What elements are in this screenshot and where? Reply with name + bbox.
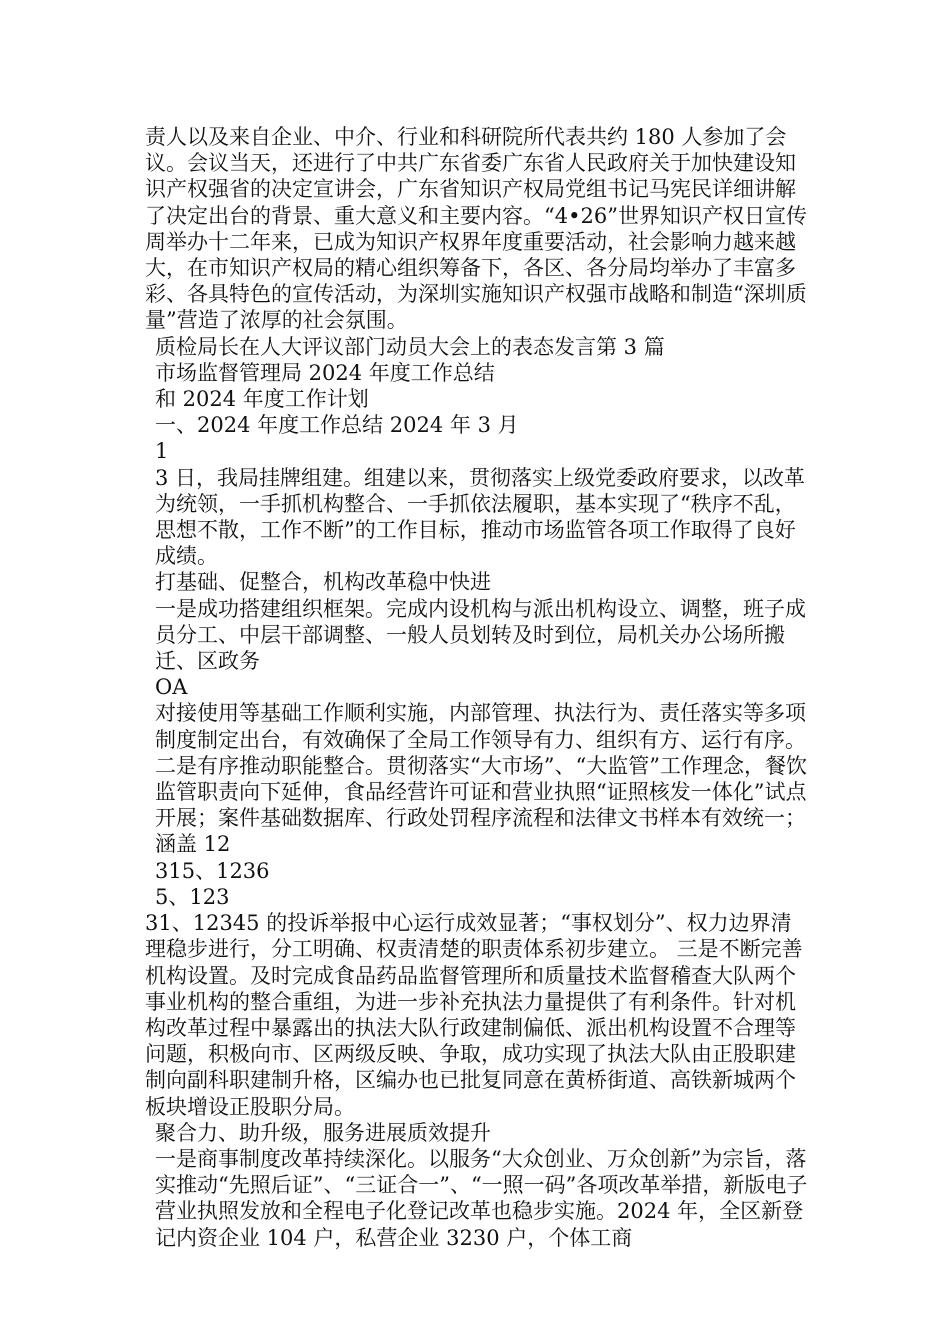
text-fragment: OA <box>155 675 188 700</box>
paragraph-complaint-center: 31、12345 的投诉举报中心运行成效显著；“事权划分”、权力边界清理稳步进行，分工明确、权责清楚的职责体系初步建立。 三是不断完善机构设置。及时完成食品药品监督管理所和质量技术监督稽查大队两个事业机构的整合重组，为进一步补充执法力量提供了有利条件。针对机构改革过程中暴露出的执法大队行政建制偏低、派出机构设置不合理等问题，积极向市、区两级反映、争取，成功实现了执法大队由正股职建制向副科职建制升格，区编办也已批复同意在黄桥街道、高铁新城两个板块增设正股职分局。 <box>145 911 803 1119</box>
paragraph-organization: 一是成功搭建组织框架。完成内设机构与派出机构设立、调整，班子成员分工、中层干部调整、一般人员划转及时到位，局机关办公场所搬迁、区政务 <box>155 596 806 674</box>
text-fragment: 315、1236 <box>155 858 270 883</box>
text-fragment: 5、123 <box>155 884 230 909</box>
subheading-foundation: 打基础、促整合，机构改革稳中快进 <box>155 570 491 595</box>
paragraph-systems: 对接使用等基础工作顺利实施，内部管理、执法行为、责任落实等多项制度制定出台，有效确保了全局工作领导有力、组织有方、运行有序。 <box>155 701 806 752</box>
report-title-line-1: 市场监督管理局 2024 年度工作总结 <box>155 360 495 385</box>
article-heading: 质检局长在人大评议部门动员大会上的表态发言第 3 篇 <box>155 334 665 359</box>
paragraph-ip-week: 责人以及来自企业、中介、行业和科研院所代表共约 180 人参加了会议。会议当天，还进行了中共广东省委广东省人民政府关于加快建设知识产权强省的决定宣讲会，广东省知识产权局党组书记马宪民详细讲解了决定出台的背景、重大意义和主要内容。“4•26”世界知识产权日宣传周举办十二年来，已成为知识产权界年度重要活动，社会影响力越来越大，在市知识产权局的精心组织筹备下，各区、各分局均举办了丰富多彩、各具特色的宣传活动，为深圳实施知识产权强市战略和制造“深圳质量”营造了浓厚的社会氛围。 <box>145 125 807 333</box>
paragraph-function-integration: 二是有序推动职能整合。贯彻落实“大市场”、“大监管”工作理念，餐饮监管职责向下延伸，食品经营许可证和营业执照“证照核发一体化”试点开展；案件基础数据库、行政处罚程序流程和法律文书样本有效统一；涵盖 12 <box>155 753 807 857</box>
text-fragment: 1 <box>155 439 169 464</box>
section-heading-summary: 一、2024 年度工作总结 2024 年 3 月 <box>155 413 519 438</box>
subheading-service: 聚合力、助升级，服务进展质效提升 <box>155 1120 491 1145</box>
document-page <box>145 124 810 1251</box>
paragraph-commercial-reform: 一是商事制度改革持续深化。以服务“大众创业、万众创新”为宗旨，落实推动“先照后证”、“三证合一”、“一照一码”各项改革举措，新版电子营业执照发放和全程电子化登记改革也稳步实施。2024 年，全区新登记内资企业 104 户，私营企业 3230 户，个体工商 <box>155 1146 808 1250</box>
report-title-line-2: 和 2024 年度工作计划 <box>155 387 369 412</box>
paragraph-establishment: 3 日，我局挂牌组建。组建以来，贯彻落实上级党委政府要求，以改革为统领，一手抓机构整合、一手抓依法履职，基本实现了“秩序不乱，思想不散，工作不断”的工作目标，推动市场监管各项工作取得了良好成绩。 <box>155 465 806 569</box>
